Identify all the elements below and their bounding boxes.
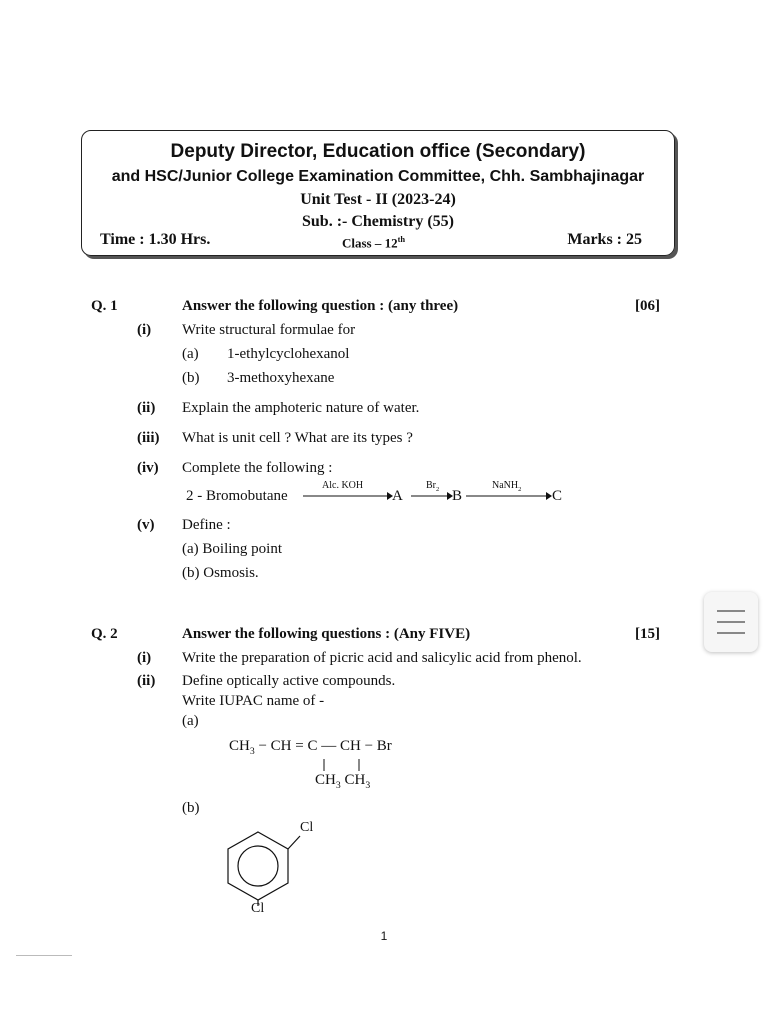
q2-instruction: Answer the following questions : (Any FIVE) [182,626,471,642]
cl-bottom: Cl [251,901,265,916]
page-number: 1 [380,929,388,943]
header-class: Class – 12th [342,234,406,251]
q1-iv-label: (iv) [137,460,159,476]
header-subtitle: and HSC/Junior College Examination Committee, Chh. Sambhajinagar [111,168,645,185]
footer-divider [16,955,72,956]
q1-number: Q. 1 [91,298,118,314]
arrow-icon [303,490,393,502]
hamburger-menu-icon [717,610,745,612]
q2-iupac: Write IUPAC name of - [182,693,325,709]
q1-marks: [06] [635,298,660,314]
arrow-icon [466,490,552,502]
q1-i-label: (i) [137,322,152,338]
q2-number: Q. 2 [91,626,118,642]
q2-b-label: (b) [182,800,200,816]
arrow-icon [411,490,453,502]
reaction-scheme [186,480,586,510]
hamburger-menu-icon [717,621,745,623]
reagent-2: $Br_2$ [426,480,440,493]
q1-v-b: (b) Osmosis. [182,565,259,581]
header-title: Deputy Director, Education office (Secondary) [170,141,586,162]
q1-iii-text: What is unit cell ? What are its types ? [182,430,413,446]
reagent-1: Alc. KOH [322,480,364,491]
menu-button[interactable] [704,592,758,652]
q2-a-label: (a) [182,713,199,729]
q2-i-text: Write the preparation of picric acid and salicylic acid from phenol. [182,650,582,666]
q1-iii-label: (iii) [137,430,160,446]
formula-main: $CH_3$ − CH = C — CH − Br [229,738,392,757]
formula-branch: $CH_3$ $CH_3$ [315,772,371,791]
q1-ii-text: Explain the amphoteric nature of water. [182,400,420,416]
q2-marks: [15] [635,626,660,642]
header-marks: Marks : 25 [567,231,642,248]
q1-i-a-text: 1-ethylcyclohexanol [227,346,350,362]
product-a: A [392,488,403,504]
q2-ii-label: (ii) [137,673,156,689]
product-b: B [452,488,463,504]
q1-v-a: (a) Boiling point [182,541,282,557]
header-test: Unit Test - II (2023-24) [300,191,456,208]
reagent-3: NaNH$_2$ [492,480,522,493]
q1-i-b-label: (b) [182,370,200,386]
header-subject: Sub. :- Chemistry (55) [302,213,454,230]
q1-i-a-label: (a) [182,346,199,362]
q2-i-label: (i) [137,650,152,666]
header-time: Time : 1.30 Hrs. [100,231,211,248]
benzene-ring-icon [222,828,302,906]
q1-i-b-text: 3-methoxyhexane [227,370,335,386]
q1-v-text: Define : [182,517,231,533]
q1-v-label: (v) [137,517,155,533]
q2-ii-text: Define optically active compounds. [182,673,396,689]
q1-i-text: Write structural formulae for [182,322,356,338]
reaction-start: 2 - Bromobutane [186,488,288,504]
hamburger-menu-icon [717,632,745,634]
q1-instruction: Answer the following question : (any three) [182,298,459,314]
cl-top: Cl [300,820,314,835]
product-c: C [552,488,563,504]
exam-header [81,130,675,256]
q1-ii-label: (ii) [137,400,156,416]
q1-iv-text: Complete the following : [182,460,333,476]
